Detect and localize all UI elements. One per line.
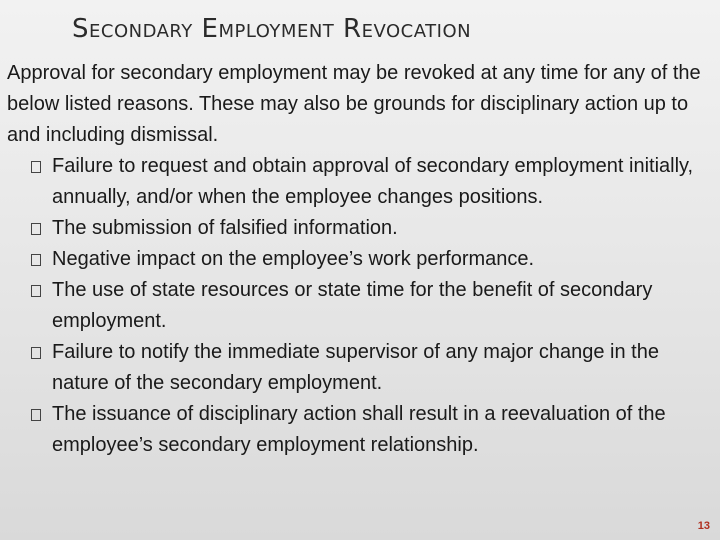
bullet-text: Negative impact on the employee’s work performance. — [52, 248, 535, 270]
bullet-text: The use of state resources or state time for the benefit of secondary employment. — [52, 279, 653, 332]
bullet-item — [7, 213, 715, 244]
bullet-text: Failure to request and obtain approval of secondary employment initially, annually, and/or when the employee changes positions. — [52, 155, 694, 208]
checkbox-bullet-icon — [31, 285, 41, 297]
checkbox-bullet-icon — [31, 161, 41, 173]
page-number: 13 — [697, 520, 710, 532]
slide-title: Secondary Employment Revocation — [72, 14, 472, 44]
checkbox-bullet-icon — [31, 347, 41, 359]
bullet-text: Failure to notify the immediate supervisor of any major change in the nature of the secondary employment. — [52, 341, 659, 394]
bullet-text: The submission of falsified information. — [52, 217, 398, 239]
bullet-item — [7, 275, 715, 337]
bullet-item — [7, 399, 715, 461]
bullet-text: The issuance of disciplinary action shall result in a reevaluation of the employee’s secondary employment relationship. — [52, 403, 666, 456]
checkbox-bullet-icon — [31, 223, 41, 235]
bullet-item — [7, 151, 715, 213]
slide-body — [7, 58, 715, 461]
bullet-list — [7, 151, 715, 461]
bullet-item — [7, 244, 715, 275]
checkbox-bullet-icon — [31, 254, 41, 266]
bullet-item — [7, 337, 715, 399]
checkbox-bullet-icon — [31, 409, 41, 421]
intro-paragraph: Approval for secondary employment may be revoked at any time for any of the below listed reasons. These may also be grounds for disciplinary action up to and including dismissal. — [7, 62, 701, 146]
